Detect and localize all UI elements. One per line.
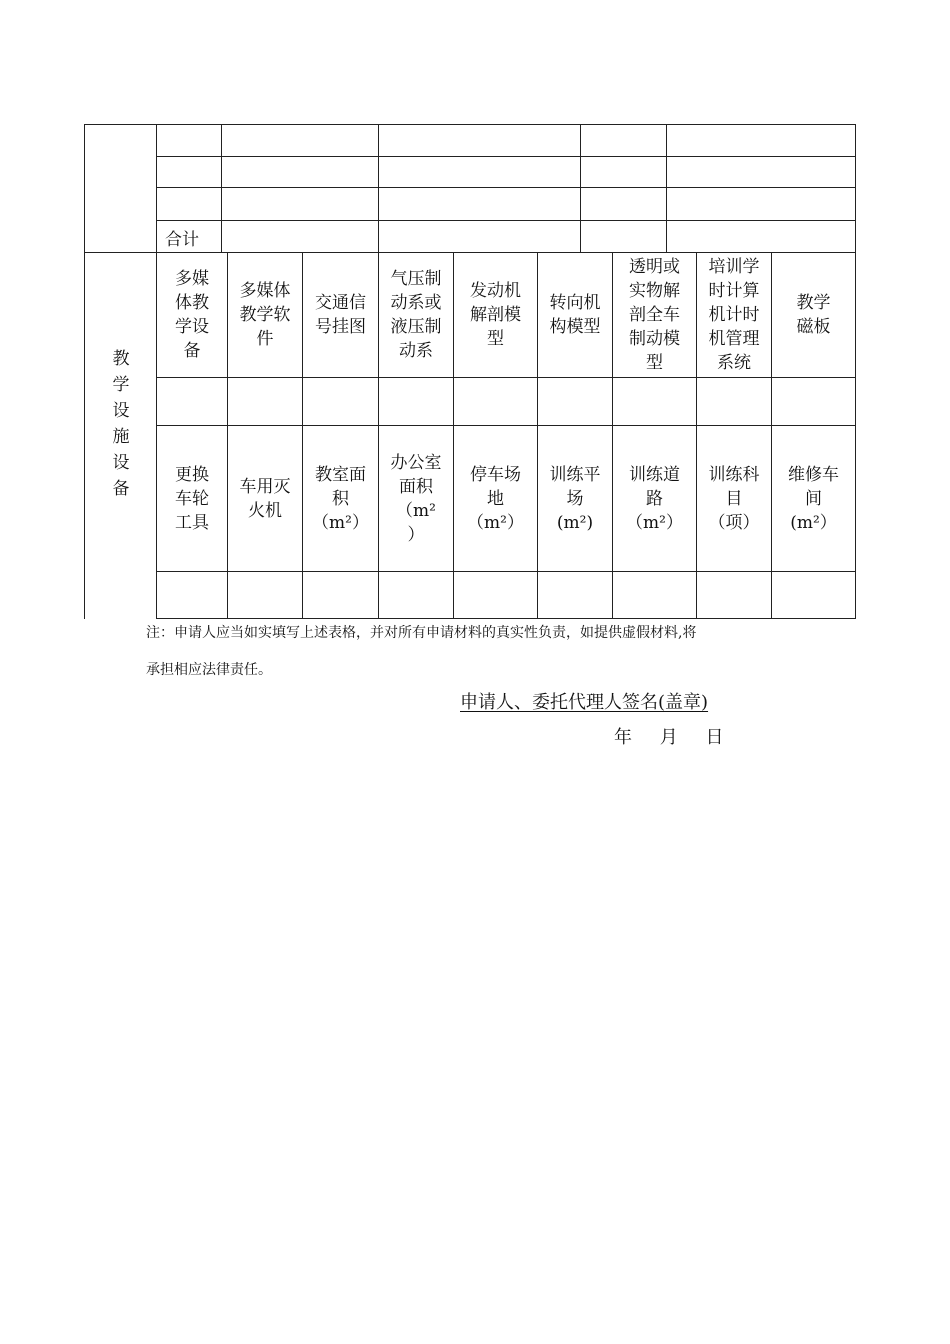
header-cell: 多媒 体教 学设 备 xyxy=(175,269,209,361)
header-cell: 交通信 号挂图 xyxy=(315,293,366,337)
header-cell: 透明或 实物解 剖全车 制动模 型 xyxy=(629,257,680,373)
summary-row-line xyxy=(156,187,856,188)
table-border-top xyxy=(84,124,856,125)
note-line-2: 承担相应法律责任。 xyxy=(146,662,272,678)
header-cell: 多媒体 教学软 件 xyxy=(239,281,291,349)
header-cell: 发动机 解剖模 型 xyxy=(470,281,521,349)
facilities-bottom-line xyxy=(156,618,856,619)
facilities-row-line xyxy=(156,571,856,572)
summary-col-line xyxy=(378,124,379,253)
note-line-1: 注：申请人应当如实填写上述表格，并对所有申请材料的真实性负责，如提供虚假材料,将 xyxy=(146,625,697,641)
header-cell: 培训学 时计算 机计时 机管理 系统 xyxy=(708,257,760,373)
header-cell: 训练道 路 （m²） xyxy=(626,464,683,533)
facilities-section-label: 教 学 设 施 设 备 xyxy=(112,349,130,499)
header-cell: 教室面 积 （m²） xyxy=(312,464,369,533)
header-cell: 训练平 场 (m²) xyxy=(549,464,601,533)
table-border-left xyxy=(84,124,85,619)
header-cell: 更换 车轮 工具 xyxy=(175,464,209,533)
signature-date: 年 月 日 xyxy=(614,727,724,748)
header-cell: 维修车 间 (m²） xyxy=(788,464,839,533)
summary-row-line xyxy=(156,156,856,157)
header-cell: 转向机 构模型 xyxy=(549,293,601,337)
header-cell: 教学 磁板 xyxy=(796,293,831,337)
summary-col-line xyxy=(666,124,667,253)
header-cell: 车用灭 火机 xyxy=(239,476,291,521)
header-cell: 办公室 面积 （m² ） xyxy=(390,452,442,545)
signature-label: 申请人、委托代理人签名(盖章) xyxy=(460,692,709,713)
summary-col-line xyxy=(580,124,581,253)
header-cell: 停车场 地 （m²） xyxy=(467,464,524,533)
summary-row-line xyxy=(156,220,856,221)
header-cell: 气压制 动系或 液压制 动系 xyxy=(390,269,442,361)
table-border-right xyxy=(855,124,856,619)
summary-col-line xyxy=(221,124,222,253)
header-cell: 训练科 目 （项） xyxy=(708,464,760,533)
total-label: 合计 xyxy=(165,230,199,250)
facilities-row-line xyxy=(156,377,856,378)
